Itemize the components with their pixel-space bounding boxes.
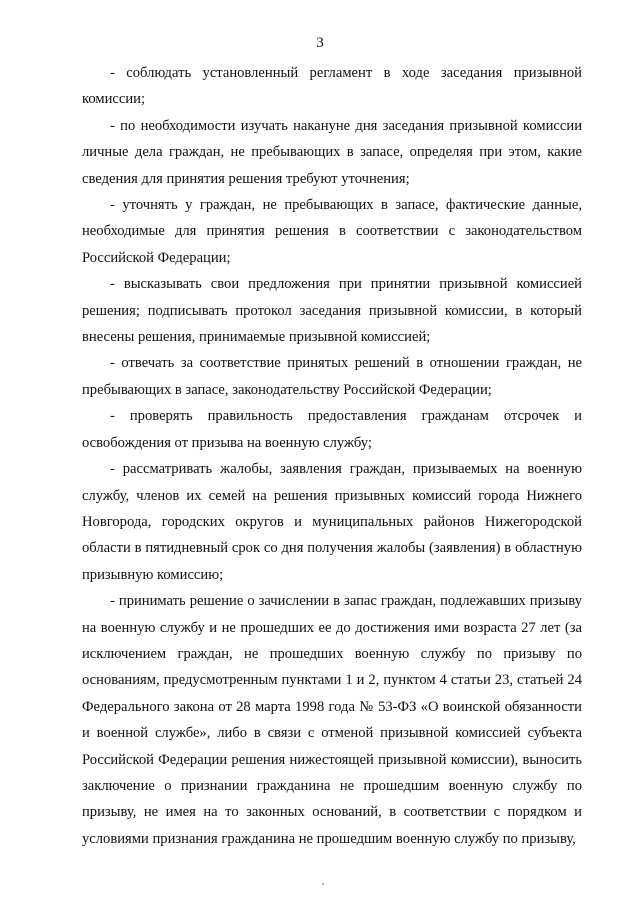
paragraph-ensure-compliance: - отвечать за соответствие принятых решений в отношении граждан, не пребывающих в запасе, законодательству Российской Федерации; bbox=[82, 355, 582, 398]
scan-speck bbox=[322, 883, 324, 885]
paragraph-check-deferrals: - проверять правильность предоставления гражданам отсрочек и освобождения от призыва на военную службу; bbox=[82, 408, 582, 451]
paragraph-reserve-decision: - принимать решение о зачислении в запас граждан, подлежавших призыву на военную службу и не прошедших ее до достижения ими возраста 27 лет (за исключением граждан, не прошедших военную службу по призыву по основаниям, предусмотренным пунктами 1 и 2, пунктом 4 статьи 23, статьей 24 Федерального закона от 28 марта 1998 года № 53-ФЗ «О воинской обязанности и военной службе», либо в связи с отменой призывной комиссией субъекта Российской Федерации решения нижестоящей призывной комиссии), выносить заключение о признании гражданина не прошедшим военную службу по призыву, не имея на то законных оснований, в соответствии с порядком и условиями признания гражданина не прошедшим военную службу по призыву, bbox=[82, 593, 582, 847]
paragraph-review-complaints: - рассматривать жалобы, заявления граждан, призываемых на военную службу, членов их семей на решения призывных комиссий города Нижнего Новгорода, городских округов и муниципальных районов Нижегородской области в пятидневный срок со дня получения жалобы (заявления) в областную призывную комиссию; bbox=[82, 461, 582, 583]
paragraph-study-personal-files: - по необходимости изучать накануне дня заседания призывной комиссии личные дела граждан, не пребывающих в запасе, определяя при этом, какие сведения для принятия решения требуют уточнения; bbox=[82, 117, 582, 187]
page-number: 3 bbox=[316, 35, 324, 51]
paragraph-follow-regulations: - соблюдать установленный регламент в ходе заседания призывной комиссии; bbox=[82, 65, 582, 108]
paragraph-express-proposals: - высказывать свои предложения при принятии призывной комиссией решения; подписывать протокол заседания призывной комиссии, в который внесены решения, принимаемые призывной комиссией; bbox=[82, 276, 582, 346]
paragraph-clarify-facts: - уточнять у граждан, не пребывающих в запасе, фактические данные, необходимые для принятия решения в соответствии с законодательством Российской Федерации; bbox=[82, 197, 582, 266]
document-body bbox=[82, 60, 582, 852]
